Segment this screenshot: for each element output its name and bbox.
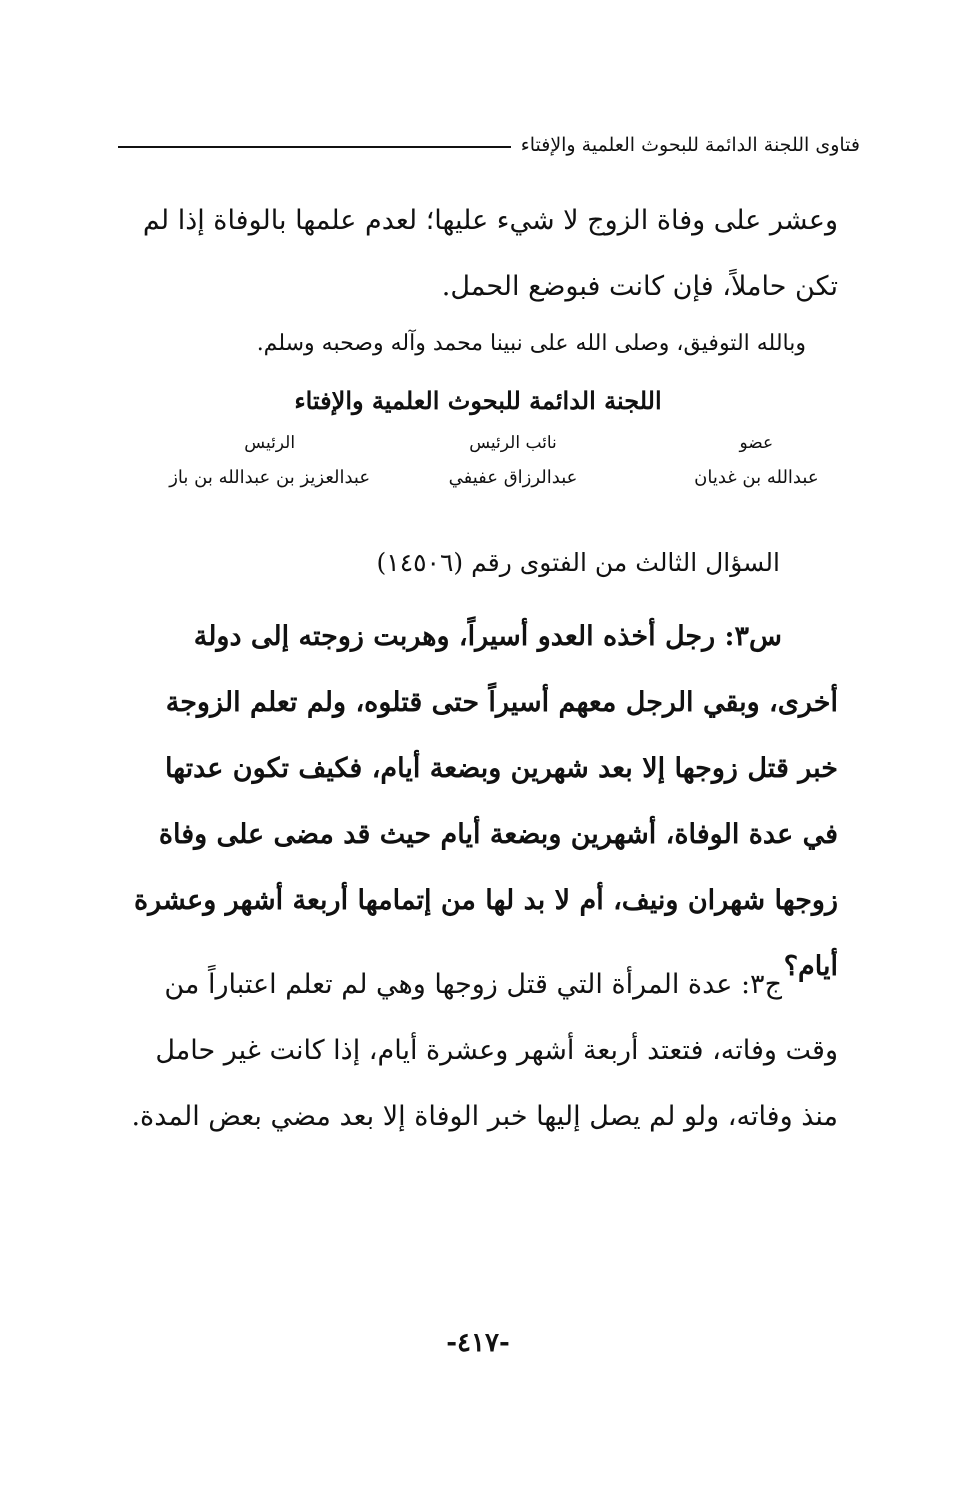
- signature-role: عضو: [739, 433, 774, 453]
- committee-title: اللجنة الدائمة للبحوث العلمية والإفتاء: [294, 386, 662, 415]
- question-line: أيام؟: [783, 951, 838, 982]
- question-heading-block: [118, 548, 780, 577]
- running-header: [118, 128, 860, 162]
- answer-line: وقت وفاته، فتعتد أربعة أشهر وعشرة أيام، إذا كانت غير حامل: [155, 1035, 838, 1066]
- answer-continuation: [118, 188, 838, 320]
- answer-line: ج٣: عدة المرأة التي قتل زوجها وهي لم تعلم اعتباراً من: [164, 969, 782, 1000]
- signature-name: عبدالله بن غديان: [694, 467, 819, 488]
- question-line: في عدة الوفاة، أشهرين وبضعة أيام حيث قد مضى على وفاة: [158, 819, 838, 850]
- answer-continuation-line: تكن حاملاً، فإن كانت فبوضع الحمل.: [441, 271, 838, 302]
- question-line: خبر قتل زوجها إلا بعد شهرين وبضعة أيام، فكيف تكون عدتها: [164, 753, 838, 784]
- closing-text: وبالله التوفيق، وصلى الله على نبينا محمد وآله وصحبه وسلم.: [256, 331, 806, 356]
- answer-continuation-line: وعشر على وفاة الزوج لا شيء عليها؛ لعدم علمها بالوفاة إذا لم: [142, 205, 838, 236]
- signatures-names: [148, 467, 878, 488]
- answer-block: [118, 952, 838, 1150]
- signature-role: الرئيس: [244, 433, 296, 453]
- question-block: [118, 604, 838, 1000]
- question-line: س٣: رجل أخذه العدو أسيراً، وهربت زوجته إلى دولة: [193, 621, 782, 652]
- committee-block: [118, 386, 838, 488]
- question-heading: السؤال الثالث من الفتوى رقم (١٤٥٠٦): [376, 548, 780, 577]
- signature-role: نائب الرئيس: [469, 433, 557, 453]
- question-line: أخرى، وبقي الرجل معهم أسيراً حتى قتلوه، ولم تعلم الزوجة: [165, 687, 838, 718]
- signatures-roles: [148, 433, 878, 453]
- signature-name: عبدالعزيز بن عبدالله بن باز: [169, 467, 371, 488]
- page-number: -٤١٧-: [446, 1328, 510, 1358]
- header-rule: [118, 146, 511, 148]
- running-title: فتاوى اللجنة الدائمة للبحوث العلمية والإفتاء: [520, 134, 860, 156]
- question-line: زوجها شهران ونيف، أم لا بد لها من إتمامها أربعة أشهر وعشرة: [133, 885, 838, 916]
- closing-prayer: [118, 324, 806, 364]
- answer-line: منذ وفاته، ولو لم يصل إليها خبر الوفاة إلا بعد مضي بعض المدة.: [131, 1101, 838, 1132]
- signature-name: عبدالرزاق عفيفي: [448, 467, 578, 488]
